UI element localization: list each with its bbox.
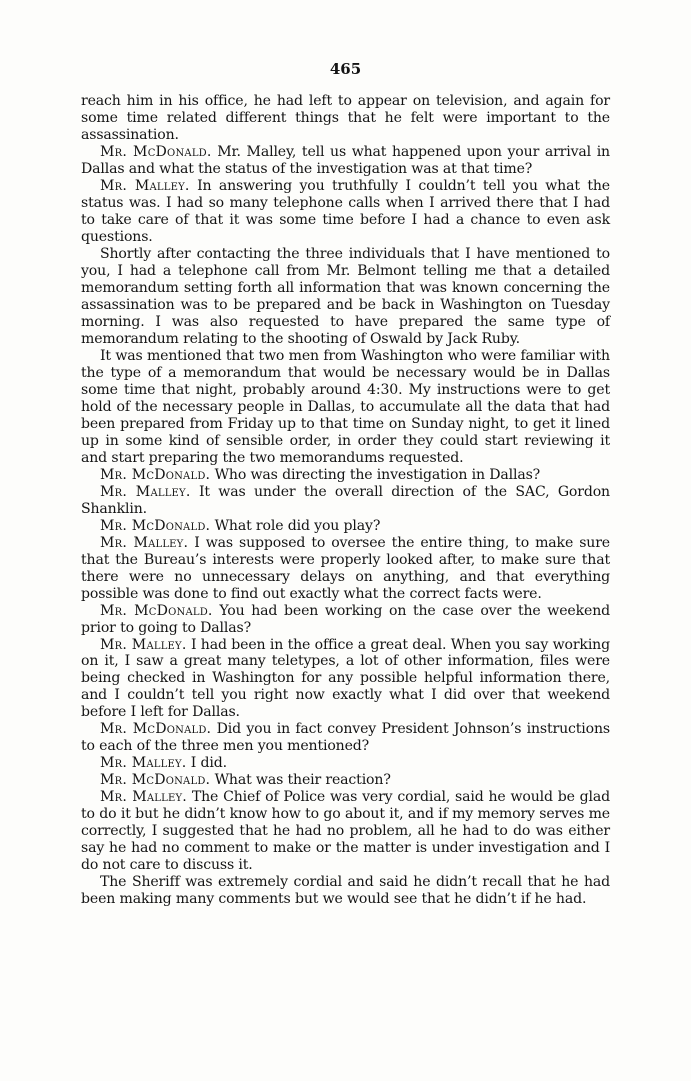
paragraph bbox=[81, 755, 610, 772]
paragraph bbox=[81, 484, 610, 518]
paragraph-text: I had been in the office a great deal. When you say working on it, I saw a great many teletypes, a lot of other information, files were being checked in Washington for any possible helpful information there, and I couldn’t tell you right now exactly what I did over that weekend before I left for Dallas. bbox=[81, 636, 610, 721]
speaker-name: Mr. McDonald. bbox=[100, 772, 211, 789]
paragraph-text: In answering you truthfully I couldn’t tell you what the status was. I had so many telephone calls when I arrived there that I had to take care of that it was some time before I had a chance to even ask questions. bbox=[81, 177, 610, 245]
speaker-name: Mr. McDonald. bbox=[100, 721, 212, 738]
speaker-name: Mr. McDonald. bbox=[100, 466, 211, 483]
paragraph bbox=[81, 535, 610, 603]
paragraph-text: Mr. Malley, tell us what happened upon your arrival in Dallas and what the status of the investigation was at that time? bbox=[81, 143, 610, 177]
paragraph-text: I did. bbox=[190, 755, 227, 772]
page-number: 465 bbox=[329, 60, 362, 78]
paragraph bbox=[81, 772, 610, 789]
paragraph-text: What role did you play? bbox=[214, 517, 381, 534]
speaker-name: Mr. Malley. bbox=[100, 755, 187, 772]
speaker-name: Mr. Malley. bbox=[100, 636, 187, 653]
paragraph bbox=[81, 874, 610, 908]
paragraph-text: reach him in his office, he had left to appear on television, and again for some time related different things that he felt were important to the assassination. bbox=[81, 93, 610, 143]
paragraph-text: Who was directing the investigation in Dallas? bbox=[214, 466, 541, 483]
paragraph-text: Did you in fact convey President Johnson’s instructions to each of the three men you mentioned? bbox=[81, 721, 610, 755]
paragraph bbox=[81, 246, 610, 348]
paragraph bbox=[81, 93, 610, 144]
paragraph bbox=[81, 789, 610, 874]
speaker-name: Mr. Malley. bbox=[100, 789, 187, 806]
paragraph-text: The Chief of Police was very cordial, said he would be glad to do it but he didn’t know how to go about it, and if my memory serves me correctly, I suggested that he had no problem, all he had to do was either say he had no comment to make or the matter is under investigation and I do not care to discuss it. bbox=[81, 789, 610, 874]
speaker-name: Mr. McDonald. bbox=[100, 602, 213, 619]
paragraph bbox=[81, 518, 610, 535]
paragraph bbox=[81, 178, 610, 246]
speaker-name: Mr. Malley. bbox=[100, 177, 190, 194]
paragraph-text: You had been working on the case over the weekend prior to going to Dallas? bbox=[81, 602, 610, 636]
speaker-name: Mr. McDonald. bbox=[100, 517, 211, 534]
paragraph-text: It was mentioned that two men from Washington who were familiar with the type of a memorandum that would be necessary would be in Dallas some time that night, probably around 4:30. My instructions were to get hold of the necessary people in Dallas, to accumulate all the data that had been prepared from Friday up to that time on Sunday night, to get it lined up in some kind of sensible order, in order they could start reviewing it and start preparing the two memorandums requested. bbox=[81, 347, 610, 466]
paragraph-text: The Sheriff was extremely cordial and said he didn’t recall that he had been making many comments but we would see that he didn’t if he had. bbox=[81, 874, 610, 908]
speaker-name: Mr. McDonald. bbox=[100, 143, 212, 160]
paragraph-text: Shortly after contacting the three individuals that I have mentioned to you, I had a telephone call from Mr. Belmont telling me that a detailed memorandum setting forth all information that was known concerning the assassination was to be prepared and be back in Washington on Tuesday morning. I was also requested to have prepared the same type of memorandum relating to the shooting of Oswald by Jack Ruby. bbox=[81, 245, 610, 347]
speaker-name: Mr. Malley. bbox=[100, 534, 189, 551]
speaker-name: Mr. Malley. bbox=[100, 483, 191, 500]
paragraph-text: What was their reaction? bbox=[214, 772, 391, 789]
paragraph-text: I was supposed to oversee the entire thing, to make sure that the Bureau’s interests were properly looked after, to make sure that there were no unnecessary delays on anything, and that everything possible was done to find out exactly what the correct facts were. bbox=[81, 534, 610, 602]
testimony-text bbox=[81, 93, 610, 908]
paragraph bbox=[81, 721, 610, 755]
paragraph bbox=[81, 637, 610, 722]
paragraph bbox=[81, 603, 610, 637]
paragraph-text: It was under the overall direction of the SAC, Gordon Shanklin. bbox=[81, 483, 610, 517]
paragraph bbox=[81, 348, 610, 467]
paragraph bbox=[81, 467, 610, 484]
paragraph bbox=[81, 144, 610, 178]
